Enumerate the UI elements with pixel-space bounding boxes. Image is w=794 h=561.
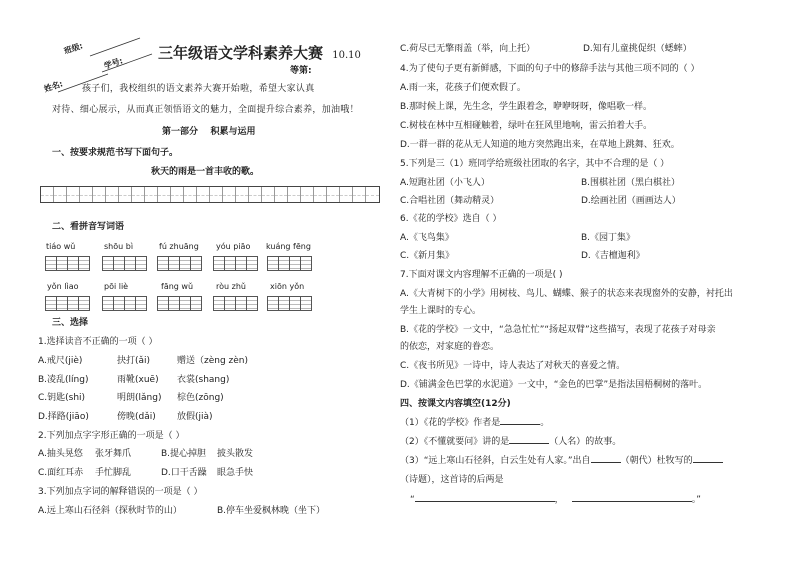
- fill-3: [400, 456, 723, 467]
- q6-option-c: C.《新月集》: [400, 251, 455, 261]
- exam-title: [158, 42, 361, 63]
- q1-stem: 1.选择读音不正确的一项（ ）: [38, 337, 158, 347]
- fill-4: [410, 495, 701, 506]
- q5-option-c: C.合唱社团（舞动精灵）: [400, 196, 500, 206]
- q2-option-d1: D.口干舌躁: [161, 468, 207, 478]
- q7-option-b-line2: 的依恋，对家庭的眷恋。: [400, 342, 500, 352]
- pinyin-10: xiōn yǒn: [270, 282, 305, 291]
- fill-4-close: 。”: [691, 495, 701, 505]
- fill-4-comma: ，: [554, 495, 564, 505]
- q5-option-d: D.绘画社团（画画达人）: [581, 196, 681, 206]
- q1-option-c2: 明朗(lǎng): [117, 393, 162, 403]
- q6-option-b: B.《园丁集》: [581, 233, 636, 243]
- q7-option-a-line1: A.《大青树下的小学》用树枝、鸟儿、蝴蝶、猴子的状态来表现窗外的安静，衬托出: [400, 289, 733, 299]
- q7-option-d: D.《铺满金色巴掌的水泥道》一文中，“金色的巴掌”是指法国梧桐树的落叶。: [400, 380, 708, 390]
- pinyin-6: yǒn lìao: [47, 282, 79, 291]
- pinyin-8: fāng wǔ: [161, 282, 194, 291]
- fill-4-blank-2[interactable]: [572, 501, 692, 502]
- section1-sentence: 秋天的雨是一首丰收的歌。: [151, 167, 260, 177]
- q5-option-b: B.围棋社团（黑白棋社）: [581, 178, 681, 188]
- q1-option-d3: 放假(jià): [177, 412, 213, 422]
- exam-title-text: 三年级语文学科素养大赛: [158, 44, 324, 62]
- section1-title: 一、按要求规范书写下面句子。: [52, 148, 179, 158]
- part-title: 第一部分 积累与运用: [162, 127, 256, 137]
- fill-1-end: 。: [540, 418, 550, 428]
- fill-4-blank-1[interactable]: [415, 501, 555, 502]
- answer-box-2[interactable]: [102, 256, 146, 271]
- section3-title: 三、选择: [52, 318, 89, 328]
- q4-option-b: B.那时候上课，先生念，学生跟着念，咿咿呀呀，像唱歌一样。: [400, 102, 653, 112]
- fill-2-end: （人名）的故事。: [549, 437, 622, 447]
- q7-option-a-line2: 学生上课时的专心。: [400, 306, 482, 316]
- answer-box-5[interactable]: [267, 256, 311, 271]
- class-label: 班级:: [62, 41, 84, 56]
- writing-grid[interactable]: [40, 186, 380, 203]
- answer-box-4[interactable]: [213, 256, 257, 271]
- name-label: 姓名:: [42, 79, 64, 94]
- q4-option-c: C.树枝在林中互相碰触着，绿叶在狂风里地响，雷云拍着大手。: [400, 121, 653, 131]
- q1-option-b2: 雨靴(xuē): [117, 375, 159, 385]
- fill-1-blank[interactable]: [500, 424, 540, 425]
- intro-line-2: 对待、细心展示，从而真正领悟语文的魅力，全面提升综合素养，加油哦！: [52, 105, 359, 115]
- pinyin-9: ròu zhǔ: [216, 282, 246, 291]
- q1-option-c1: C.钥匙(shi): [38, 393, 86, 403]
- q3-option-b: B.停车坐爱枫林晚（坐下）: [217, 506, 326, 516]
- q1-option-b1: B.凌乱(líng): [38, 375, 89, 385]
- fill-3-text: （3）“远上寒山石径斜，白云生处有人家。”出自: [400, 456, 591, 466]
- fill-3-cont: （诗题），这首诗的后两是: [400, 475, 504, 485]
- grade-label: 等第:: [290, 66, 312, 76]
- answer-box-10[interactable]: [267, 296, 311, 311]
- q5-stem: 5.下列是三（1）班同学给班级社团取的名字，其中不合理的是（ ）: [400, 159, 670, 169]
- q3-option-d: D.知有儿童挑促织（蟋蟀）: [583, 44, 692, 54]
- answer-box-3[interactable]: [157, 256, 201, 271]
- q2-option-b2: 披头散发: [217, 449, 254, 459]
- answer-box-7[interactable]: [102, 296, 146, 311]
- q3-option-a: A.远上寒山石径斜（探秋时节的山）: [38, 506, 182, 516]
- section4-title: 四、按课文内容填空(12分): [400, 399, 511, 409]
- q1-option-b3: 衣裳(shang): [177, 375, 230, 385]
- pinyin-5: kuáng fēng: [266, 242, 311, 251]
- fill-3-middle: （朝代）杜牧写的: [620, 456, 693, 466]
- q2-option-a1: A.抽头晃悠: [38, 449, 83, 459]
- q2-option-d2: 眼急手快: [217, 468, 254, 478]
- q1-option-d1: D.择路(jiāo): [38, 412, 89, 422]
- fill-1: [400, 418, 549, 429]
- q2-stem: 2.下列加点字字形正确的一项是（ ）: [38, 431, 185, 441]
- q1-option-a1: A.戒尺(jiè): [38, 356, 83, 366]
- q1-option-c3: 棕色(zōng): [177, 393, 224, 403]
- q1-option-d2: 傍晚(dǎi): [117, 412, 156, 422]
- q2-option-a2: 张牙舞爪: [95, 449, 132, 459]
- q7-option-b-line1: B.《花的学校》一文中，“急急忙忙”“扬起双臂”这些描写，表现了花孩子对母亲: [400, 325, 716, 335]
- q3-option-c: C.荷尽已无擎雨盖（举，向上托）: [400, 44, 536, 54]
- answer-box-8[interactable]: [157, 296, 201, 311]
- answer-box-9[interactable]: [213, 296, 257, 311]
- q6-stem: 6.《花的学校》选自（ ）: [400, 214, 502, 224]
- fill-1-text: （1）《花的学校》作者是: [400, 418, 501, 428]
- pinyin-3: fú zhuāng: [159, 242, 199, 251]
- q7-option-c: C.《夜书所见》一诗中，诗人表达了对秋天的喜爱之情。: [400, 361, 626, 371]
- fill-4-open: “: [410, 495, 415, 505]
- fill-3-blank-dynasty[interactable]: [591, 462, 621, 463]
- pinyin-1: tiáo wǔ: [46, 242, 76, 251]
- q5-option-a: A.短跑社团（小飞人）: [400, 178, 490, 188]
- exam-date: 10.10: [332, 50, 361, 61]
- pinyin-2: shōu bì: [104, 242, 134, 251]
- q1-option-a3: 赠送（zèng zèn): [177, 356, 249, 366]
- q2-option-c2: 手忙脚乱: [95, 468, 132, 478]
- section2-title: 二、看拼音写词语: [52, 222, 125, 232]
- fill-2-blank[interactable]: [509, 443, 549, 444]
- q2-option-c1: C.面红耳赤: [38, 468, 84, 478]
- q6-option-d: D.《吉檀迦利》: [581, 251, 645, 261]
- answer-box-1[interactable]: [45, 256, 89, 271]
- fill-2-text: （2）《不懂就要问》讲的是: [400, 437, 510, 447]
- q6-option-a: A.《飞鸟集》: [400, 233, 454, 243]
- q2-option-b1: B.提心掉胆: [161, 449, 207, 459]
- pinyin-4: yóu piāo: [216, 242, 251, 251]
- q3-stem: 3.下列加点字词的解释错误的一项是（ ）: [38, 487, 203, 497]
- q7-stem: 7.下面对课文内容理解不正确的一项是( ): [400, 270, 563, 280]
- pinyin-7: pōi liè: [104, 282, 129, 291]
- intro-line-1: 孩子们，我校组织的语文素养大赛开始啦，希望大家认真: [82, 84, 315, 94]
- q1-option-a2: 抉打(ǎi): [117, 356, 151, 366]
- student-id-label: 学号:: [102, 56, 124, 71]
- q4-option-d: D.一群一群的花从无人知道的地方突然跑出来，在草地上跳舞、狂欢。: [400, 140, 680, 150]
- fill-2: [400, 437, 621, 448]
- fill-3-blank-title[interactable]: [693, 462, 723, 463]
- q4-option-a: A.雨一来，花孩子们便欢假了。: [400, 83, 526, 93]
- answer-box-6[interactable]: [45, 296, 89, 311]
- q4-stem: 4.为了使句子更有新鲜感，下面的句子中的修辞手法与其他三项不同的（ ）: [400, 64, 700, 74]
